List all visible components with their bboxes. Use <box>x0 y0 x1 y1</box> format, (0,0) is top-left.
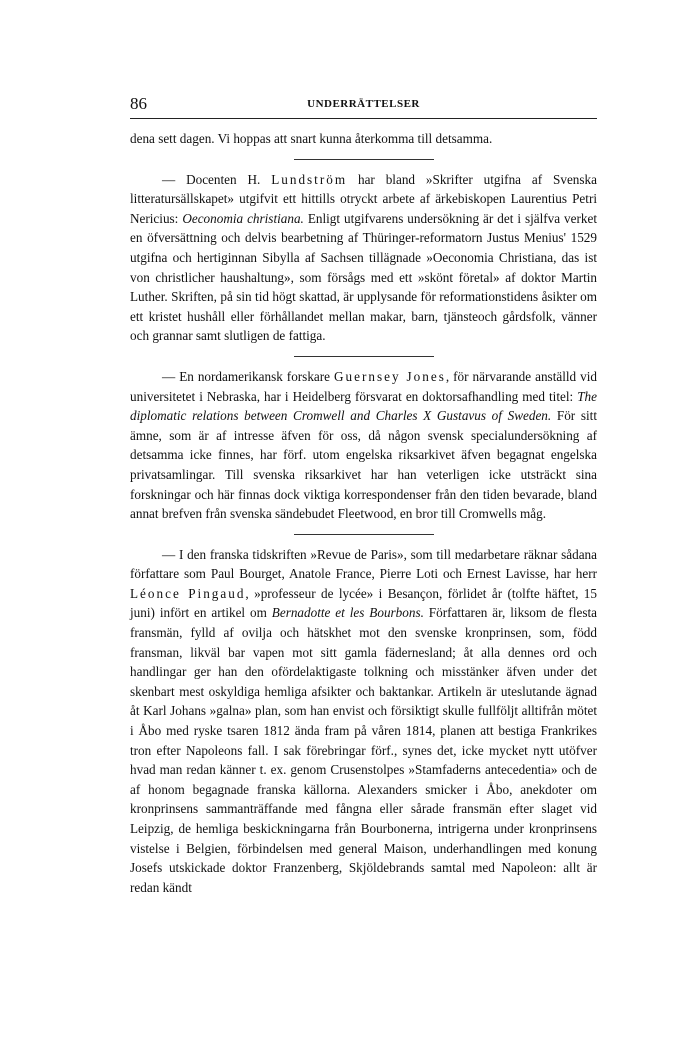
p4-text-a: — I den franska tidskriften »Revue de Paris», som till medarbetare räknar sådana författare som Paul Bourget, Anatole France, Pierre Loti och Ernest Lavisse, har herr <box>130 546 597 582</box>
work-title-oeconomia: Oeconomia christiana. <box>182 210 304 226</box>
page-header <box>130 94 597 118</box>
paragraph-lundstrom <box>130 170 597 346</box>
page-number: 86 <box>130 94 147 113</box>
p3-text-a: — En nordamerikansk forskare <box>162 368 335 384</box>
author-name-jones: Guernsey Jones <box>334 368 446 384</box>
author-name-lundstrom: Lundström <box>271 171 348 187</box>
section-divider <box>294 534 434 535</box>
paragraph-pingaud <box>130 545 597 898</box>
paragraph-continuation: dena sett dagen. Vi hoppas att snart kunna återkomma till detsamma. <box>130 131 493 146</box>
header-rule <box>130 118 597 119</box>
p2-text-a: — Docenten H. <box>162 171 272 187</box>
section-divider <box>294 356 434 357</box>
document-page <box>130 94 597 897</box>
p3-text-c: För sitt ämne, som är af intresse äfven för oss, då någon svensk specialundersökning af detsamma icke finnes, har förf. utom engelska riksarkivet äfven begagnat engelska privatsamlingar. Till svenska riksarkivet har han veterligen icke utsträckt sina forskningar och här finnas dock viktiga korrespondenser från den tiden bevarade, bland annat brefven från svenska sändebudet Fleetwood, en bror till Cromwells måg. <box>130 408 597 522</box>
p3-text-b: , för närvarande anställd vid universitetet i Nebraska, har i Heidelberg försvarat en doktorsafhandling med titel: <box>130 368 597 404</box>
p2-text-c: Enligt utgifvarens undersökning är det i själfva verket en öfversättning och delvis bearbetning af Thüringer-reformatorn Justus Menius' 1529 utgifna och hertiginnan Sibylla af Sachsen tillägnade »Oeconomia Christiana, das ist von christlicher haushaltung», som försågs med ett »skönt företal» af doktor Martin Luther. Skriften, på sin tid högt skattad, är upplysande för reformationstidens åsikter om ett kristet hushåll eller förhållandet mellan makar, barn, tjänsteoch gårdsfolk, vänner och grannar samt slutligen de fattiga. <box>130 210 598 344</box>
paragraph-jones <box>130 367 597 524</box>
p4-text-c: Författaren är, liksom de flesta fransmän, fylld af ovilja och hätskhet mot den svenske kronprinsen, som, född fransman, likväl bar vapen mot sitt gamla fädernesland; åt alla dennes ord och handlingar ger han den ofördelaktigaste tolkning och misstänker äfven under det skenbart mest oskyldiga hemliga afsikter och baktankar. Artikeln är uteslutande ägnad åt Karl Johans »galna» plan, som han envist och försiktigt skulle fullföljt alltifrån mötet i Åbo med ryske tsaren 1812 ända fram på våren 1814, planen att bestiga Frankrikes tron efter Napoleons fall. I sak förebringar förf., synes det, icke mycket nytt utöfver hvad man redan känner t. ex. genom Crusenstolpes »Stamfaderns antecedentia» och de af honom begagnade franska källorna. Alexanders smicker i Åbo, anekdoter om kronprinsens sammanträffande med fångna eller sårade fransmän efter slaget vid Leipzig, de hemliga beskickningarna från Bourbonerna, intrigerna under kronprinsens vistelse i Belgien, förbindelsen med general Maison, underhandlingen med konung Josefs utskickade doktor Franzenberg, Skjöldebrands samtal med Napoleon: allt är redan kändt <box>130 605 597 895</box>
p2-text-b: har bland »Skrifter utgifna af Svenska litteratursällskapet» utgifvit ett hittills otryckt arbete af ärkebiskopen Laurentius Petri Nericius: <box>130 171 597 226</box>
running-head: UNDERRÄTTELSER <box>307 98 420 110</box>
work-title-diplomatic-relations: The diplomatic relations between Cromwell and Charles X Gustavus of Sweden. <box>130 388 597 424</box>
author-name-pingaud: Léonce Pingaud <box>130 585 246 601</box>
section-divider <box>294 159 434 160</box>
p4-text-b: , »professeur de lycée» i Besançon, förlidet år (tolfte häftet, 15 juni) infört en artikel om <box>130 585 597 621</box>
work-title-bernadotte: Bernadotte et les Bourbons. <box>271 605 424 621</box>
